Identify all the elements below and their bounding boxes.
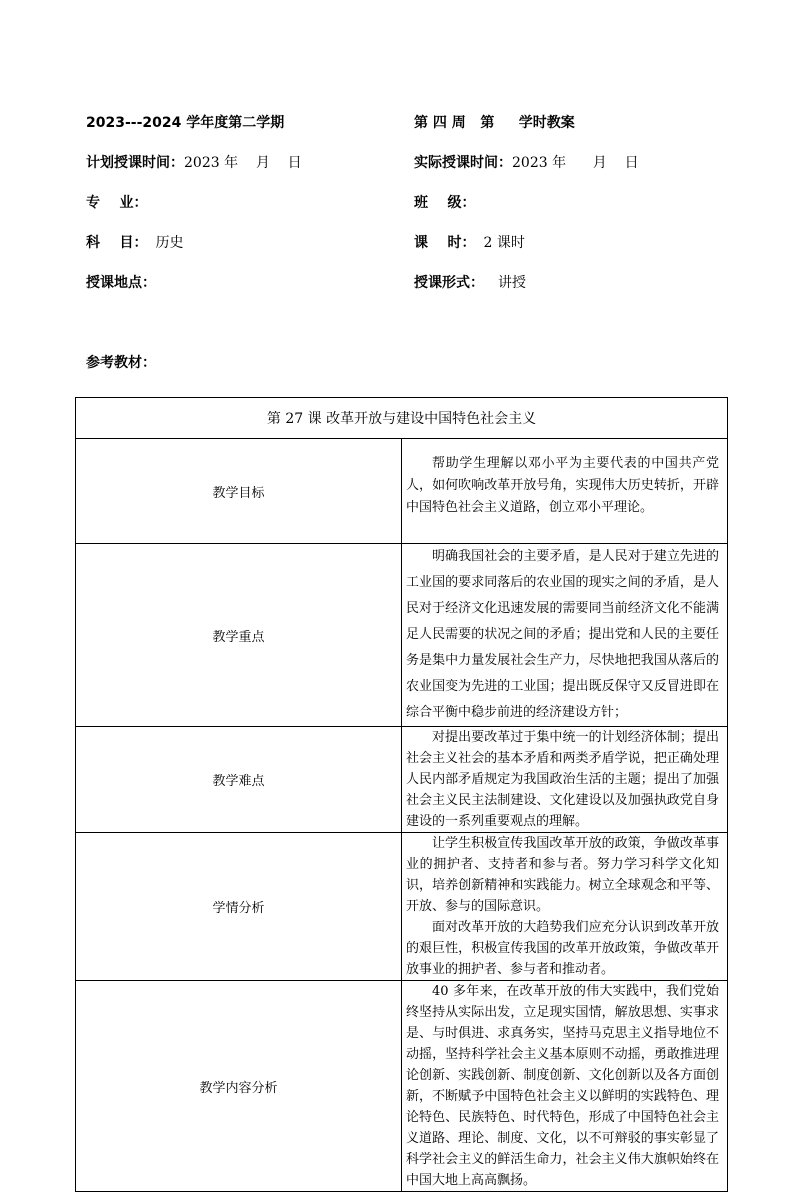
table-row	[76, 544, 728, 727]
row-label: 教学内容分析	[76, 981, 402, 1192]
textbook-label: 参考教材：	[86, 355, 156, 371]
row-content	[402, 981, 728, 1192]
planned-time: 计划授课时间：2023 年 月 日	[86, 155, 302, 171]
paragraph: 面对改革开放的大趋势我们应充分认识到改革开放的艰巨性，积极宣传我国的改革开放政策，争做改革开放事业的拥护者、参与者和推动者。	[406, 920, 719, 977]
form-field: 授课形式： 讲授	[414, 275, 526, 291]
row-content	[402, 727, 728, 833]
row-content	[402, 833, 728, 981]
table-row	[76, 833, 728, 981]
row-label: 教学目标	[76, 439, 402, 544]
table-row	[76, 981, 728, 1192]
major-field: 专 业：	[86, 195, 148, 211]
table-row	[76, 439, 728, 544]
paragraph: 让学生积极宣传我国改革开放的政策，争做改革事业的拥护者、支持者和参与者。努力学习科学文化知识，培养创新精神和实践能力。树立全球观念和平等、开放、参与的国际意识。	[406, 836, 719, 914]
term-heading: 2023---2024 学年度第二学期	[86, 115, 285, 131]
row-label: 学情分析	[76, 833, 402, 981]
row-label: 教学重点	[76, 544, 402, 727]
paragraph: 帮助学生理解以邓小平为主要代表的中国共产党人，如何吹响改革开放号角，实现伟大历史转折，开辟中国特色社会主义道路，创立邓小平理论。	[406, 456, 719, 515]
week-heading: 第 四 周 第 学时教案	[414, 115, 575, 131]
row-content	[402, 544, 728, 727]
lesson-title: 第 27 课 改革开放与建设中国特色社会主义	[76, 398, 728, 439]
row-label: 教学难点	[76, 727, 402, 833]
actual-time: 实际授课时间：2023 年 月 日	[414, 155, 639, 171]
paragraph: 明确我国社会的主要矛盾，是人民对于建立先进的工业国的要求同落后的农业国的现实之间的矛盾，是人民对于经济文化迅速发展的需要同当前经济文化不能满足人民需要的状况之间的矛盾；提出党和人民的主要任务是集中力量发展社会生产力，尽快地把我国从落后的农业国变为先进的工业国；提出既反保守又反冒进即在综合平衡中稳步前进的经济建设方针；	[406, 549, 719, 720]
paragraph: 40 多年来，在改革开放的伟大实践中，我们党始终坚持从实际出发，立足现实国情，解放思想、实事求是、与时俱进、求真务实，坚持马克思主义指导地位不动摇，坚持科学社会主义基本原则不动摇，勇敢推进理论创新、实践创新、制度创新、文化创新以及各方面创新，不断赋予中国特色社会主义以鲜明的实践特色、理论特色、民族特色、时代特色，形成了中国特色社会主义道路、理论、制度、文化，以不可辩驳的事实彰显了科学社会主义的鲜活生命力，社会主义伟大旗帜始终在中国大地上高高飘扬。	[406, 984, 719, 1188]
paragraph: 对提出要改革过于集中统一的计划经济体制；提出社会主义社会的基本矛盾和两类矛盾学说，把正确处理人民内部矛盾规定为我国政治生活的主题；提出了加强社会主义民主法制建设、文化建设以及加强执政党自身建设的一系列重要观点的理解。	[406, 730, 719, 829]
lesson-plan-table	[75, 397, 728, 1192]
hours-field: 课 时： 2 课时	[414, 235, 525, 251]
place-field: 授课地点：	[86, 275, 156, 291]
row-content	[402, 439, 728, 544]
subject-field: 科 目： 历史	[86, 235, 184, 251]
class-field: 班 级：	[414, 195, 476, 211]
table-row	[76, 727, 728, 833]
